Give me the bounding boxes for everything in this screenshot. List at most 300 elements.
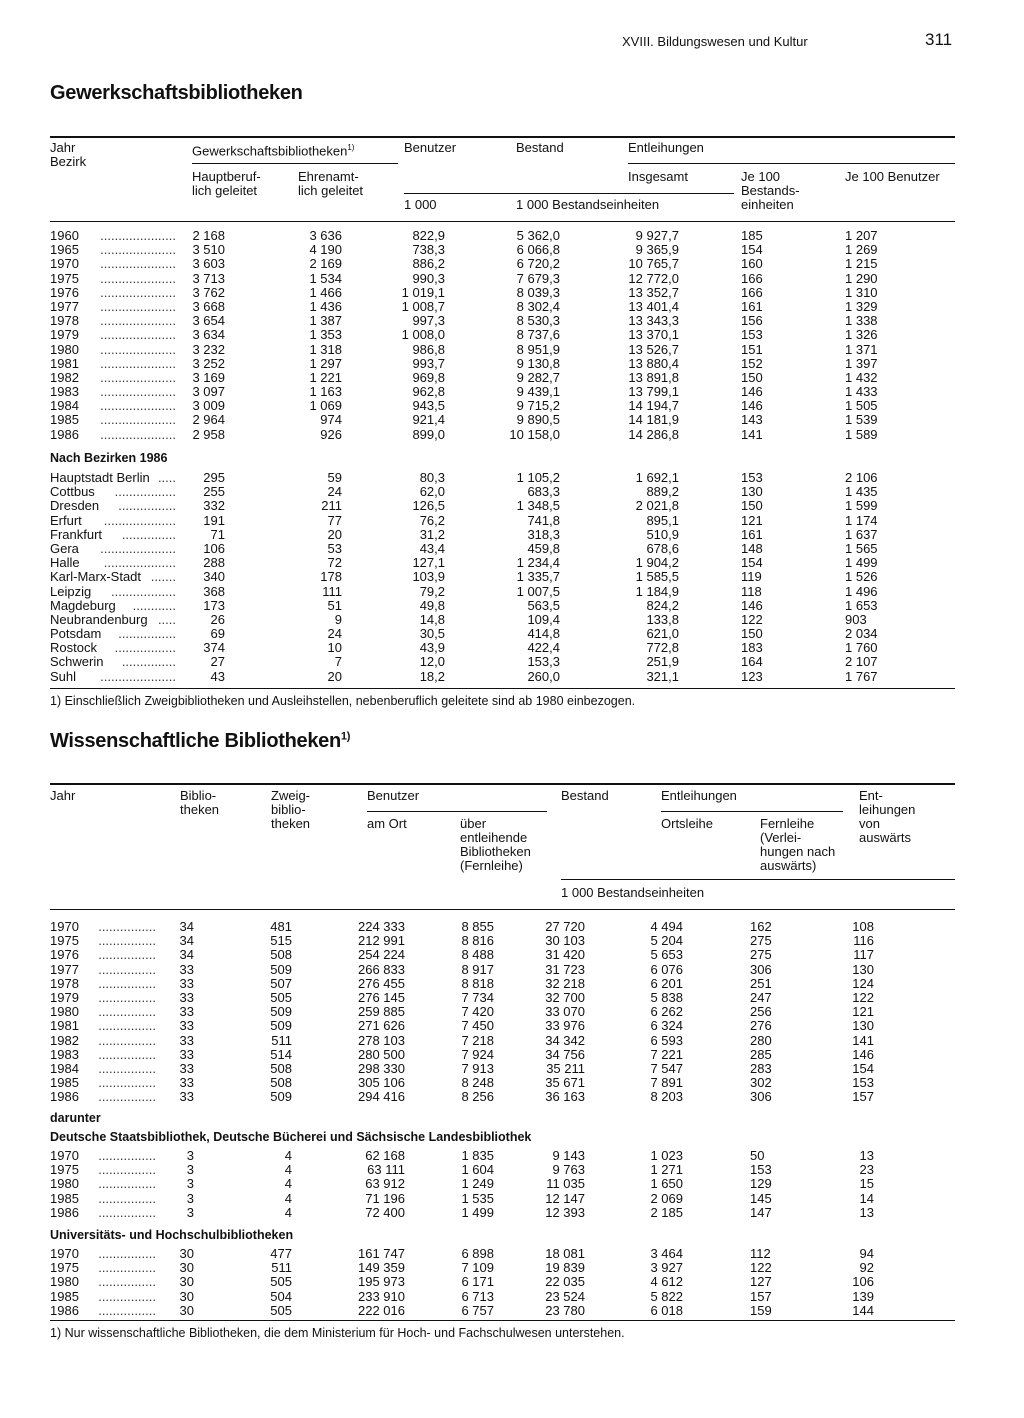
- t2-h-amort: am Ort: [367, 816, 407, 831]
- table-cell: 280 500: [358, 1046, 405, 1062]
- t2-h-fernleihe4: auswärts): [760, 858, 817, 873]
- table-cell: 6 171: [461, 1274, 494, 1290]
- table-cell: 133,8: [646, 611, 679, 627]
- table-cell: 1 271: [650, 1162, 683, 1178]
- table-row: [50, 1048, 955, 1062]
- table-cell: 962,8: [412, 384, 445, 400]
- table-cell: 59: [327, 470, 342, 485]
- table-row: [50, 514, 955, 528]
- row-label: 1978: [50, 975, 79, 991]
- table-cell: 36 163: [545, 1089, 585, 1105]
- table-cell: 13 799,1: [628, 384, 679, 400]
- t2-h-zweig3: theken: [271, 816, 311, 831]
- t2-h-jahr: Jahr: [50, 788, 76, 803]
- table2-deutsche-rows: [50, 1149, 955, 1220]
- leader-dots: .....: [157, 612, 176, 627]
- table-cell: 255: [203, 484, 225, 500]
- table-cell: 7 221: [650, 1046, 683, 1062]
- table-cell: 1 234,4: [516, 555, 560, 571]
- table-cell: 43,9: [419, 640, 445, 656]
- table-cell: 109,4: [527, 611, 560, 627]
- table-cell: 8 855: [461, 919, 494, 934]
- table-cell: 117: [853, 947, 874, 963]
- table-row: [50, 328, 955, 342]
- table1-footnote: 1) Einschließlich Zweigbibliotheken und Ausleihstellen, nebenberuflich geleitete sind ab 1980 einbezogen.: [50, 694, 636, 708]
- leader-dots: ................: [98, 962, 156, 977]
- table-cell: 8 302,4: [516, 298, 560, 314]
- table-cell: 116: [853, 933, 874, 949]
- table-cell: 1 496: [845, 583, 878, 599]
- table-cell: 3 762: [192, 284, 225, 300]
- leader-dots: .....................: [100, 342, 176, 357]
- page-number: 311: [925, 30, 953, 49]
- table-row: [50, 229, 955, 243]
- section-label: Nach Bezirken 1986: [50, 451, 168, 465]
- table-row: [50, 585, 955, 599]
- table-cell: 276: [750, 1018, 772, 1034]
- table-cell: 108: [852, 919, 874, 934]
- leader-dots: .....................: [100, 413, 176, 428]
- table-cell: 3: [186, 1176, 194, 1192]
- table-row: [50, 1076, 955, 1090]
- table-row: [50, 314, 955, 328]
- row-label: Hauptstadt Berlin: [50, 470, 150, 485]
- table-row: [50, 1177, 955, 1191]
- table-cell: 1 535: [461, 1190, 494, 1206]
- table-cell: 1 007,5: [516, 583, 560, 599]
- table-cell: 14: [859, 1190, 874, 1206]
- t1-h-bestand: Bestand: [516, 140, 564, 155]
- t1-h-unit-bestand: 1 000 Bestandseinheiten: [516, 197, 660, 212]
- table-row: [50, 1304, 955, 1318]
- table-cell: 30: [179, 1274, 194, 1290]
- table-row: [50, 272, 955, 286]
- table-cell: 1 539: [845, 412, 878, 428]
- leader-dots: ...............: [121, 527, 176, 542]
- row-label: Neubrandenburg: [50, 611, 148, 627]
- row-label: 1977: [50, 298, 79, 314]
- table-cell: 1 338: [845, 313, 878, 329]
- table-cell: 741,8: [527, 512, 560, 528]
- table-cell: 508: [270, 1060, 292, 1076]
- table-cell: 71: [210, 526, 225, 542]
- table-cell: 185: [741, 228, 763, 243]
- table-cell: 6 593: [650, 1032, 683, 1048]
- table-cell: 146: [741, 384, 763, 400]
- leader-dots: .....................: [100, 271, 176, 286]
- table-cell: 6 898: [461, 1246, 494, 1261]
- table-row: [50, 991, 955, 1005]
- row-label: 1980: [50, 1176, 79, 1192]
- leader-dots: ................: [98, 1261, 156, 1276]
- table-cell: 9 715,2: [516, 398, 560, 414]
- row-label: 1975: [50, 1162, 79, 1178]
- leader-dots: ................: [98, 1019, 156, 1034]
- table-cell: 266 833: [358, 961, 405, 977]
- table-cell: 459,8: [527, 540, 560, 556]
- row-label: Schwerin: [50, 654, 104, 670]
- table-cell: 27 720: [545, 919, 585, 934]
- t2-rule-entl: [661, 811, 843, 812]
- table-cell: 153: [750, 1162, 772, 1178]
- t2-h-fernleihe3: hungen nach: [760, 844, 836, 859]
- leader-dots: .....: [157, 471, 176, 485]
- row-label: 1981: [50, 1018, 79, 1034]
- table-cell: 505: [270, 1302, 292, 1318]
- leader-dots: .....................: [100, 356, 176, 371]
- row-label: Dresden: [50, 498, 100, 514]
- table-cell: 511: [271, 1260, 292, 1276]
- table-cell: 7 913: [461, 1060, 494, 1076]
- table-cell: 7 218: [461, 1032, 494, 1048]
- leader-dots: ................: [98, 948, 156, 963]
- table-cell: 895,1: [646, 512, 679, 528]
- table-cell: 321,1: [646, 668, 679, 684]
- table-cell: 3 603: [192, 256, 225, 272]
- table-cell: 103,9: [412, 569, 445, 585]
- table-cell: 10 158,0: [509, 426, 560, 442]
- table-row: [50, 1290, 955, 1304]
- table-cell: 164: [741, 654, 763, 670]
- leader-dots: ................: [98, 1205, 156, 1220]
- table-cell: 1 019,1: [401, 284, 445, 300]
- row-label: 1985: [50, 412, 79, 428]
- table-cell: 505: [270, 1274, 292, 1290]
- t1-rule-unit: [404, 193, 734, 194]
- row-label: 1983: [50, 1046, 79, 1062]
- table-cell: 926: [320, 426, 342, 442]
- table-cell: 1 835: [461, 1148, 494, 1163]
- table-cell: 126,5: [412, 498, 445, 514]
- table2-section-uni: [50, 1226, 955, 1244]
- table1-top-rule: [50, 136, 955, 138]
- table-cell: 1 069: [309, 398, 342, 414]
- row-label: 1985: [50, 1288, 79, 1304]
- leader-dots: ................: [98, 1163, 156, 1178]
- row-label: Rostock: [50, 640, 97, 656]
- table-cell: 374: [203, 640, 225, 656]
- table-cell: 3 713: [192, 270, 225, 286]
- table-cell: 2 034: [845, 626, 878, 642]
- table-cell: 6 720,2: [516, 256, 560, 272]
- table-cell: 4 494: [650, 919, 683, 934]
- table-cell: 3 654: [192, 313, 225, 329]
- table-cell: 14,8: [419, 611, 445, 627]
- table-cell: 1 692,1: [635, 470, 679, 485]
- table-cell: 148: [741, 540, 763, 556]
- leader-dots: .....................: [100, 370, 176, 385]
- table-cell: 6 324: [650, 1018, 683, 1034]
- table-cell: 285: [750, 1046, 772, 1062]
- t2-h-entl-auswaerts: Ent-: [859, 788, 883, 803]
- t2-h-entl-auswaerts3: von: [859, 816, 880, 831]
- row-label: Leipzig: [50, 583, 92, 599]
- table-cell: 422,4: [527, 640, 560, 656]
- table2-year-rows: [50, 920, 955, 1104]
- t1-h-je100-bestand: Je 100: [741, 169, 781, 184]
- table-cell: 9 365,9: [635, 242, 679, 258]
- table-cell: 32 218: [545, 975, 585, 991]
- t2-h-ueber: über: [460, 816, 487, 831]
- table-cell: 166: [741, 270, 763, 286]
- table-cell: 13: [859, 1204, 874, 1220]
- table-row: [50, 1019, 955, 1033]
- table-cell: 7 679,3: [516, 270, 560, 286]
- table-cell: 508: [270, 947, 292, 963]
- table-cell: 156: [741, 313, 763, 329]
- table-cell: 13 401,4: [628, 298, 679, 314]
- leader-dots: ................: [98, 1191, 156, 1206]
- table-cell: 173: [203, 597, 225, 613]
- table-row: [50, 257, 955, 271]
- table-cell: 6 066,8: [516, 242, 560, 258]
- section-label: Deutsche Staatsbibliothek, Deutsche Bücherei und Sächsische Landesbibliothek: [50, 1130, 532, 1144]
- table-cell: 8 818: [461, 975, 494, 991]
- table-cell: 514: [270, 1046, 292, 1062]
- row-label: 1983: [50, 384, 79, 400]
- row-label: Halle: [50, 555, 80, 571]
- table-cell: 2 958: [192, 426, 225, 442]
- table-row: [50, 920, 955, 934]
- table-row: [50, 1062, 955, 1076]
- row-label: 1970: [50, 1148, 79, 1163]
- leader-dots: .....................: [100, 299, 176, 314]
- table-cell: 50: [750, 1148, 765, 1163]
- table2-footnote: 1) Nur wissenschaftliche Bibliotheken, die dem Ministerium für Hoch- und Fachschulwesen unterstehen.: [50, 1326, 625, 1340]
- row-label: 1975: [50, 270, 79, 286]
- table-cell: 2 021,8: [635, 498, 679, 514]
- table2-section-darunter: [50, 1109, 955, 1127]
- table-cell: 224 333: [358, 919, 405, 934]
- table1-title: Gewerkschaftsbibliotheken: [50, 82, 303, 104]
- table-cell: 1 335,7: [516, 569, 560, 585]
- t2-h-zweig: Zweig-: [271, 788, 311, 803]
- table-cell: 7 924: [461, 1046, 494, 1062]
- table-row: [50, 1247, 955, 1261]
- table-cell: 27: [210, 654, 225, 670]
- row-label: Frankfurt: [50, 526, 103, 542]
- table-cell: 5 362,0: [516, 228, 560, 243]
- t2-h-fernleihe: Fernleihe: [760, 816, 815, 831]
- table-cell: 2 185: [650, 1204, 683, 1220]
- table-cell: 149 359: [358, 1260, 405, 1276]
- table-cell: 1 310: [845, 284, 878, 300]
- table-cell: 30,5: [419, 626, 445, 642]
- table-cell: 1 249: [461, 1176, 494, 1192]
- table-cell: 508: [270, 1075, 292, 1091]
- table-cell: 161: [741, 298, 763, 314]
- table-cell: 5 838: [650, 989, 683, 1005]
- table2-top-rule: [50, 783, 955, 785]
- table-cell: 481: [270, 919, 292, 934]
- table-cell: 153: [741, 470, 763, 485]
- row-label: 1982: [50, 1032, 79, 1048]
- table-cell: 212 991: [358, 933, 405, 949]
- table-cell: 8 256: [461, 1089, 494, 1105]
- table-cell: 153,3: [527, 654, 560, 670]
- table-cell: 921,4: [412, 412, 445, 428]
- table-cell: 275: [750, 947, 772, 963]
- table-cell: 14 181,9: [628, 412, 679, 428]
- table-cell: 3 634: [192, 327, 225, 343]
- table-cell: 14 286,8: [628, 426, 679, 442]
- t2-h-fernleihe2: (Verlei-: [760, 830, 802, 845]
- table-cell: 33: [179, 1046, 194, 1062]
- table-cell: 903: [845, 611, 867, 627]
- leader-dots: ................: [98, 1177, 156, 1192]
- t1-h-hauptberuf2: lich geleitet: [192, 183, 258, 198]
- table-cell: 509: [270, 1018, 292, 1034]
- table-cell: 9 439,1: [516, 384, 560, 400]
- table-cell: 332: [203, 498, 225, 514]
- table-cell: 8 488: [461, 947, 494, 963]
- t1-rule-entl: [628, 163, 955, 164]
- leader-dots: ....................: [103, 556, 176, 571]
- table-cell: 943,5: [412, 398, 445, 414]
- table-cell: 3: [186, 1190, 194, 1206]
- table-cell: 30: [179, 1260, 194, 1276]
- table-cell: 507: [270, 975, 292, 991]
- table-cell: 72: [327, 555, 342, 571]
- table-cell: 1 221: [309, 369, 342, 385]
- table-cell: 1 269: [845, 242, 878, 258]
- table-cell: 1 174: [845, 512, 878, 528]
- table-cell: 12 393: [545, 1204, 585, 1220]
- table-row: [50, 286, 955, 300]
- table-cell: 127,1: [412, 555, 445, 571]
- leader-dots: ................: [98, 990, 156, 1005]
- table-cell: 31,2: [419, 526, 445, 542]
- table-cell: 276 455: [358, 975, 405, 991]
- t2-rule-unit: [561, 879, 955, 880]
- table-row: [50, 528, 955, 542]
- row-label: 1984: [50, 398, 79, 414]
- table-cell: 1 433: [845, 384, 878, 400]
- table-row: [50, 1261, 955, 1275]
- table-cell: 112: [750, 1246, 771, 1261]
- table-row: [50, 357, 955, 371]
- table-cell: 30: [179, 1288, 194, 1304]
- t1-h-hauptberuf: Hauptberuf-: [192, 169, 261, 184]
- table-cell: 2 106: [845, 470, 878, 485]
- table-cell: 4: [284, 1204, 292, 1220]
- leader-dots: ................: [98, 1047, 156, 1062]
- table-cell: 3 009: [192, 398, 225, 414]
- table-cell: 30: [179, 1302, 194, 1318]
- table-cell: 8 248: [461, 1075, 494, 1091]
- table-cell: 13 343,3: [628, 313, 679, 329]
- table-cell: 13 526,7: [628, 341, 679, 357]
- row-label: 1980: [50, 341, 79, 357]
- table-row: [50, 399, 955, 413]
- table-cell: 340: [203, 569, 225, 585]
- table-cell: 12 772,0: [628, 270, 679, 286]
- table-cell: 3 232: [192, 341, 225, 357]
- table-cell: 130: [852, 961, 874, 977]
- table-cell: 9 130,8: [516, 355, 560, 371]
- table-cell: 1 534: [309, 270, 342, 286]
- table-cell: 154: [741, 555, 763, 571]
- leader-dots: ................: [118, 499, 176, 514]
- table-row: [50, 371, 955, 385]
- table-cell: 271 626: [358, 1018, 405, 1034]
- table-cell: 92: [859, 1260, 874, 1276]
- table-cell: 191: [203, 512, 225, 528]
- table-cell: 4: [284, 1176, 292, 1192]
- table-cell: 8 039,3: [516, 284, 560, 300]
- table-cell: 997,3: [412, 313, 445, 329]
- leader-dots: .....................: [100, 669, 176, 684]
- row-label: Cottbus: [50, 484, 95, 500]
- table-cell: 26: [210, 611, 225, 627]
- table-cell: 2 964: [192, 412, 225, 428]
- table-cell: 2 169: [309, 256, 342, 272]
- table-cell: 1 637: [845, 526, 878, 542]
- section-label: darunter: [50, 1111, 101, 1125]
- t2-h-zweig2: biblio-: [271, 802, 306, 817]
- table-cell: 1 023: [650, 1148, 683, 1163]
- leader-dots: .................: [114, 485, 176, 500]
- table-cell: 3 252: [192, 355, 225, 371]
- table-cell: 4 190: [309, 242, 342, 258]
- table-cell: 123: [741, 668, 763, 684]
- table-cell: 30: [179, 1246, 194, 1261]
- table-cell: 106: [852, 1274, 874, 1290]
- table-cell: 150: [741, 626, 763, 642]
- table-cell: 178: [320, 569, 342, 585]
- t2-h-ueber3: Bibliotheken: [460, 844, 531, 859]
- table-cell: 1 435: [845, 484, 878, 500]
- table-row: [50, 413, 955, 427]
- table-cell: 260,0: [527, 668, 560, 684]
- table-cell: 1 505: [845, 398, 878, 414]
- row-label: 1970: [50, 919, 79, 934]
- table-cell: 3 510: [192, 242, 225, 258]
- t2-rule-benutzer: [367, 811, 547, 812]
- row-label: Magdeburg: [50, 597, 116, 613]
- leader-dots: ................: [98, 1005, 156, 1020]
- t1-h-ehrenamt: Ehrenamt-: [298, 169, 359, 184]
- table-cell: 993,7: [412, 355, 445, 371]
- table-cell: 7: [334, 654, 342, 670]
- table-cell: 1 499: [845, 555, 878, 571]
- table-cell: 8 917: [461, 961, 494, 977]
- leader-dots: ................: [118, 627, 176, 642]
- table-cell: 150: [741, 369, 763, 385]
- table-cell: 72 400: [365, 1204, 405, 1220]
- t1-h-entleihungen: Entleihungen: [628, 140, 704, 155]
- row-label: Potsdam: [50, 626, 102, 642]
- leader-dots: .......: [150, 570, 176, 585]
- leader-dots: .....................: [100, 243, 176, 258]
- leader-dots: ................: [98, 1033, 156, 1048]
- table-cell: 33: [179, 1018, 194, 1034]
- row-label: 1986: [50, 1089, 79, 1105]
- table-cell: 1 329: [845, 298, 878, 314]
- row-label: 1960: [50, 228, 79, 243]
- table-cell: 33: [179, 1089, 194, 1105]
- table-cell: 251,9: [646, 654, 679, 670]
- table-cell: 1 436: [309, 298, 342, 314]
- t1-h-unit-1000: 1 000: [404, 197, 437, 212]
- row-label: 1970: [50, 1246, 79, 1261]
- table-cell: 1 290: [845, 270, 878, 286]
- t1-h-ehrenamt2: lich geleitet: [298, 183, 364, 198]
- table-cell: 161: [741, 526, 763, 542]
- table-cell: 13 370,1: [628, 327, 679, 343]
- table-cell: 33: [179, 989, 194, 1005]
- chapter-header: XVIII. Bildungswesen und Kultur: [622, 34, 808, 49]
